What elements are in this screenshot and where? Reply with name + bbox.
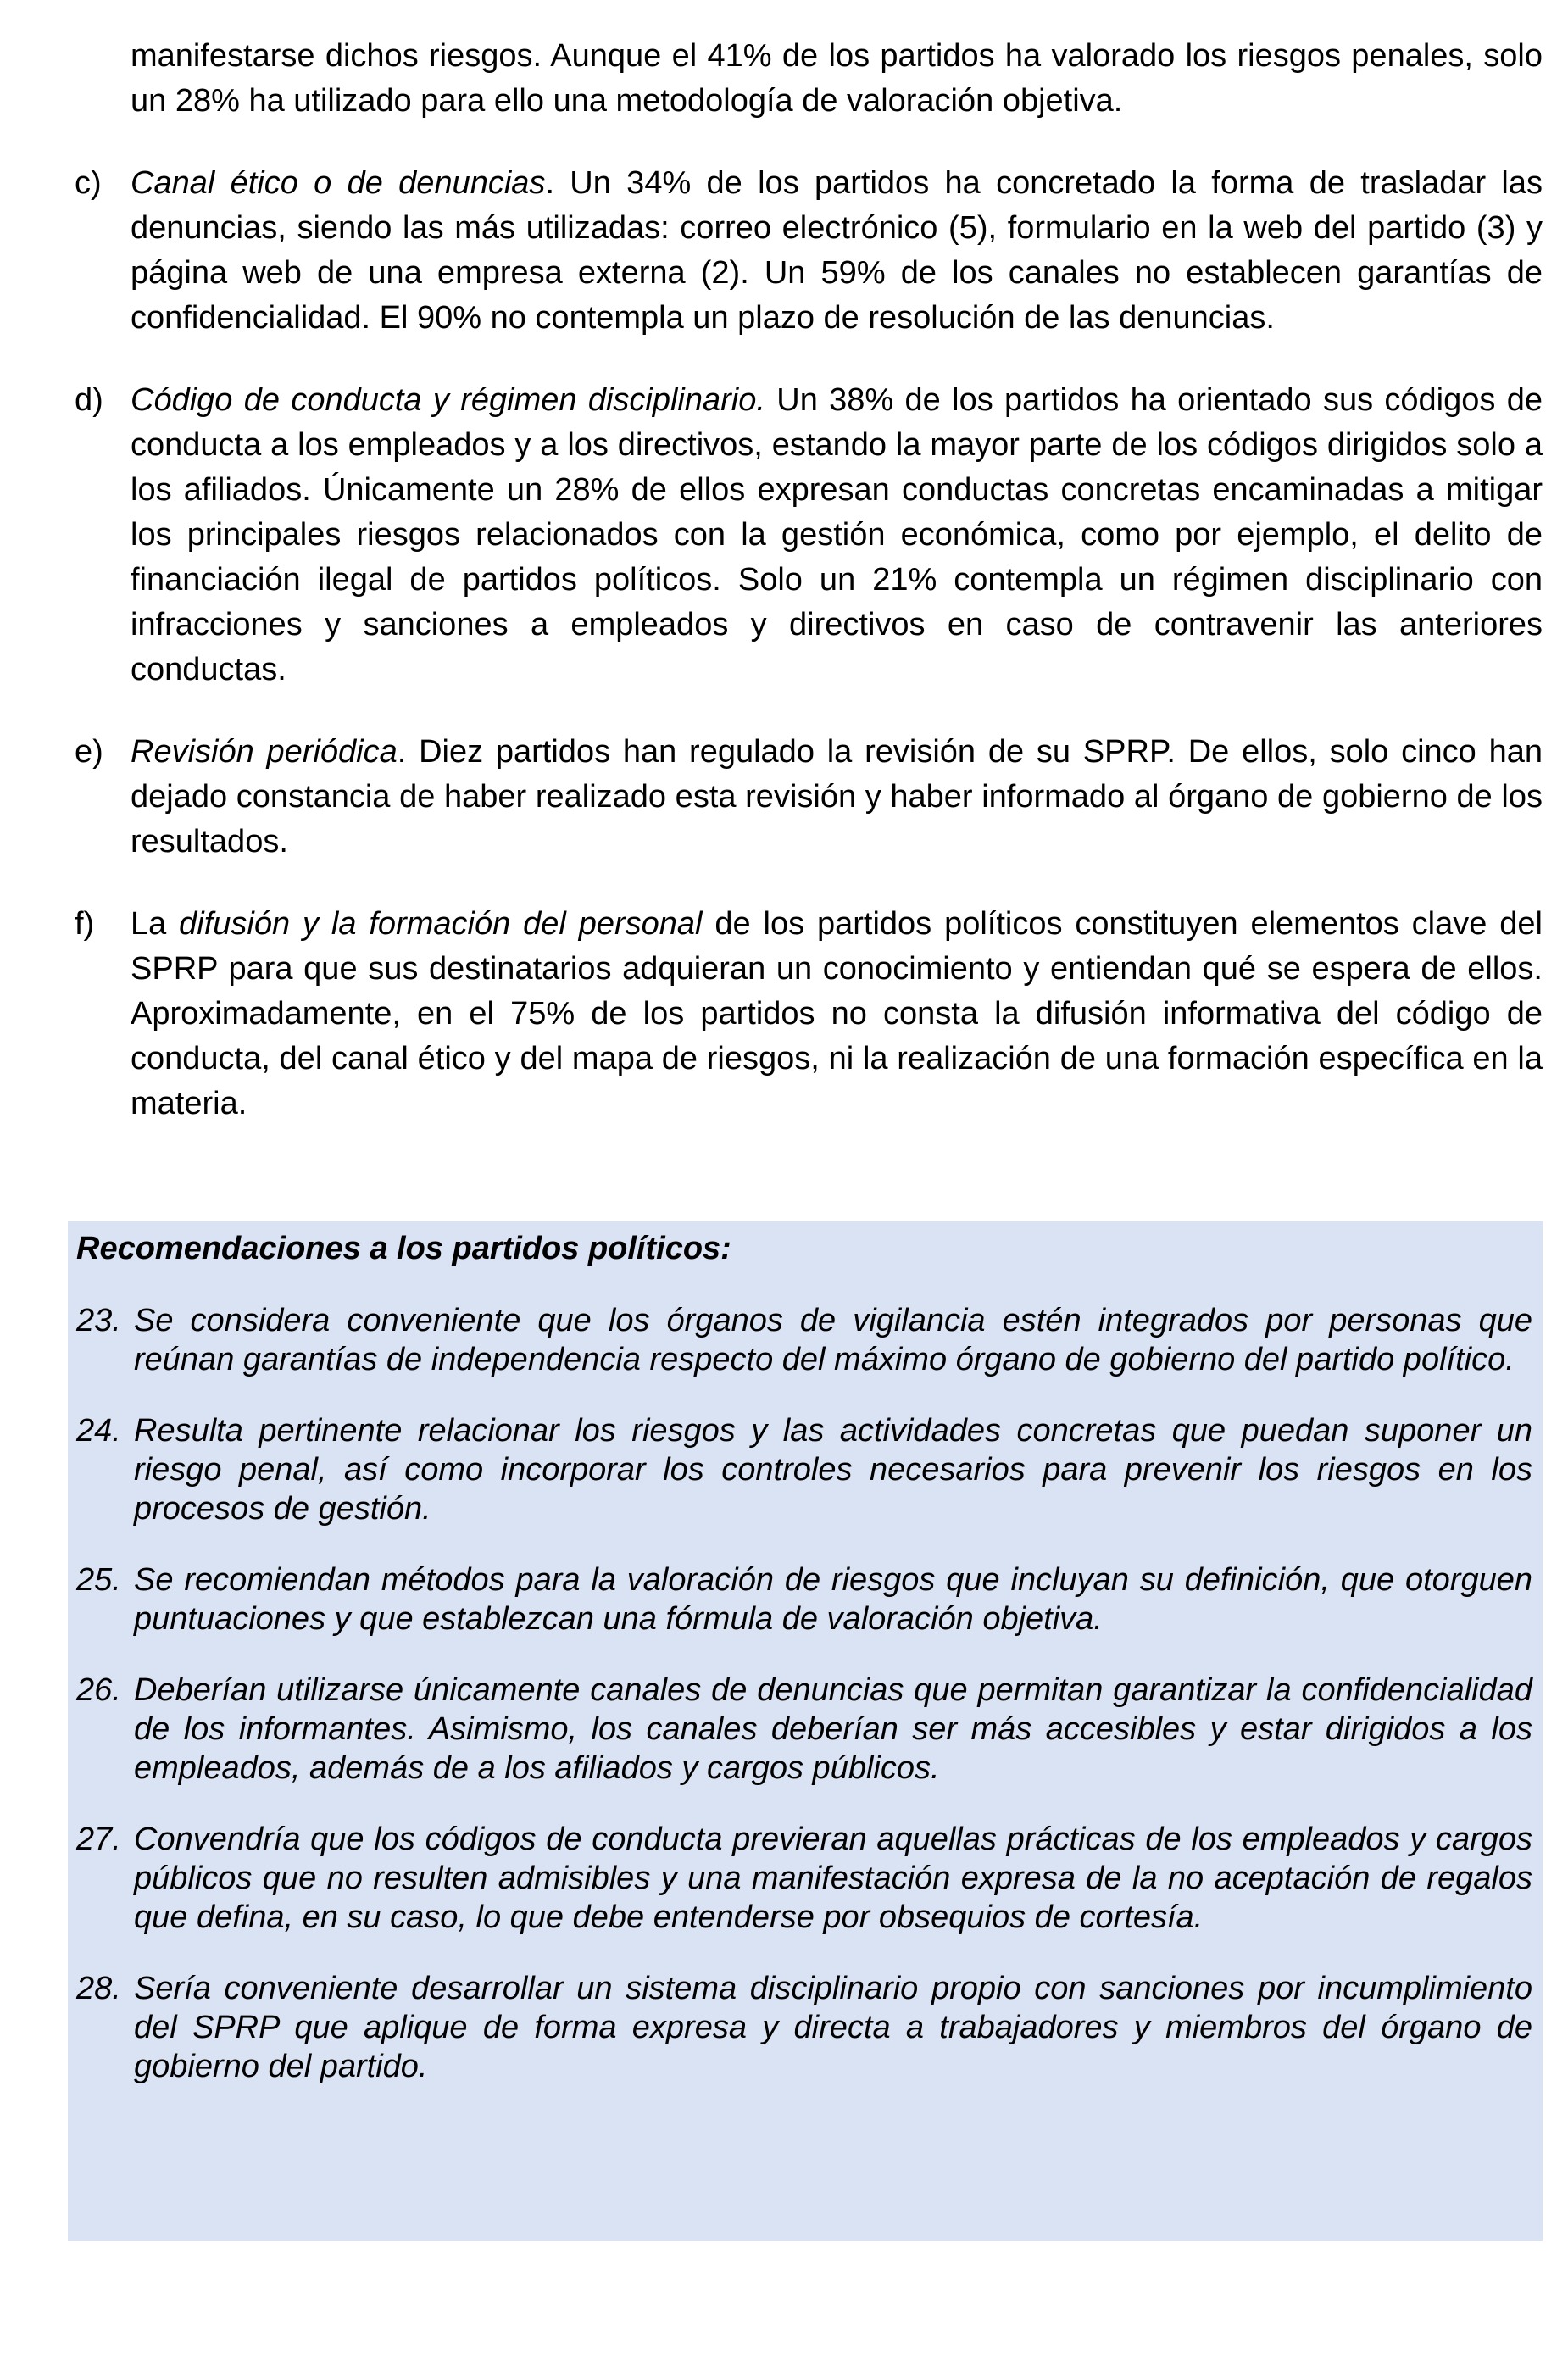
item-text: . Diez partidos han regulado la revisión de su SPRP. De ellos, solo cinco han dejado constancia de haber realizado esta revisión y haber informado al órgano de gobierno de los resultados. xyxy=(131,734,1543,859)
item-text: de los partidos políticos constituyen elementos clave del SPRP para que sus destinatarios adquieran un conocimiento y entiendan qué se espera de ellos. Aproximadamente, en el 75% de los partidos no consta la difusión informativa del código de conducta, del canal ético y del mapa de riesgos, ni la realización de una formación específica en la materia. xyxy=(131,906,1543,1121)
item-prefix: La xyxy=(131,906,180,942)
list-item-c xyxy=(68,161,1543,341)
recommendation-number: 26. xyxy=(76,1672,121,1708)
item-text: Un 38% de los partidos ha orientado sus códigos de conducta a los empleados y a los directivos, estando la mayor parte de los códigos dirigidos solo a los afiliados. Únicamente un 28% de ellos expresan conductas concretas encaminadas a mitigar los principales riesgos relacionados con la gestión económica, como por ejemplo, el delito de financiación ilegal de partidos políticos. Solo un 21% contempla un régimen disciplinario con infracciones y sanciones a empleados y directivos en caso de contravenir las anteriores conductas. xyxy=(131,382,1543,687)
intro-paragraph: manifestarse dichos riesgos. Aunque el 41% de los partidos ha valorado los riesgos penales, solo un 28% ha utilizado para ello una metodología de valoración objetiva. xyxy=(131,38,1543,119)
item-marker: c) xyxy=(75,165,102,201)
item-marker: d) xyxy=(75,382,103,418)
recommendation-28 xyxy=(76,1969,1532,2086)
item-text: . Un 34% de los partidos ha concretado la forma de trasladar las denuncias, siendo las más utilizadas: correo electrónico (5), formulario en la web del partido (3) y página web de una empresa externa (2). Un 59% de los canales no establecen garantías de confidencialidad. El 90% no contempla un plazo de resolución de las denuncias. xyxy=(131,165,1543,336)
recommendation-number: 24. xyxy=(76,1413,121,1449)
item-title: Canal ético o de denuncias xyxy=(131,165,546,201)
document-page xyxy=(68,34,1543,1126)
recommendation-number: 28. xyxy=(76,1971,121,2006)
recommendation-number: 25. xyxy=(76,1562,121,1598)
list-item-e xyxy=(68,730,1543,865)
recommendations-heading: Recomendaciones a los partidos políticos: xyxy=(76,1231,731,1266)
recommendation-text: Deberían utilizarse únicamente canales de denuncias que permitan garantizar la confidencialidad de los informantes. Asimismo, los canales deberían ser más accesibles y estar dirigidos a los empleados, además de a los afiliados y cargos públicos. xyxy=(134,1672,1532,1786)
recommendation-text: Resulta pertinente relacionar los riesgos y las actividades concretas que puedan suponer un riesgo penal, así como incorporar los controles necesarios para prevenir los riesgos en los procesos de gestión. xyxy=(134,1413,1532,1527)
recommendation-24 xyxy=(76,1411,1532,1528)
recommendation-27 xyxy=(76,1820,1532,1937)
item-marker: f) xyxy=(75,906,95,942)
recommendation-text: Se considera conveniente que los órganos de vigilancia estén integrados por personas que reúnan garantías de independencia respecto del máximo órgano de gobierno del partido político. xyxy=(134,1303,1532,1377)
item-title: Revisión periódica xyxy=(131,734,398,770)
recommendation-number: 27. xyxy=(76,1822,121,1857)
recommendation-text: Sería conveniente desarrollar un sistema disciplinario propio con sanciones por incumplimiento del SPRP que aplique de forma expresa y directa a trabajadores y miembros del órgano de gobierno del partido. xyxy=(134,1971,1532,2084)
recommendation-number: 23. xyxy=(76,1303,121,1338)
list-item-f xyxy=(68,902,1543,1126)
recommendations-box xyxy=(68,1221,1543,2241)
recommendation-23 xyxy=(76,1301,1532,1379)
item-title: difusión y la formación del personal xyxy=(179,906,703,942)
recommendation-text: Convendría que los códigos de conducta previeran aquellas prácticas de los empleados y cargos públicos que no resulten admisibles y una manifestación expresa de la no aceptación de regalos que defina, en su caso, lo que debe entenderse por obsequios de cortesía. xyxy=(134,1822,1532,1935)
item-marker: e) xyxy=(75,734,103,770)
list-item-d xyxy=(68,378,1543,693)
recommendation-26 xyxy=(76,1671,1532,1788)
recommendation-25 xyxy=(76,1560,1532,1638)
recommendation-text: Se recomiendan métodos para la valoración de riesgos que incluyan su definición, que otorguen puntuaciones y que establezcan una fórmula de valoración objetiva. xyxy=(134,1562,1532,1637)
item-title: Código de conducta y régimen disciplinario. xyxy=(131,382,765,418)
